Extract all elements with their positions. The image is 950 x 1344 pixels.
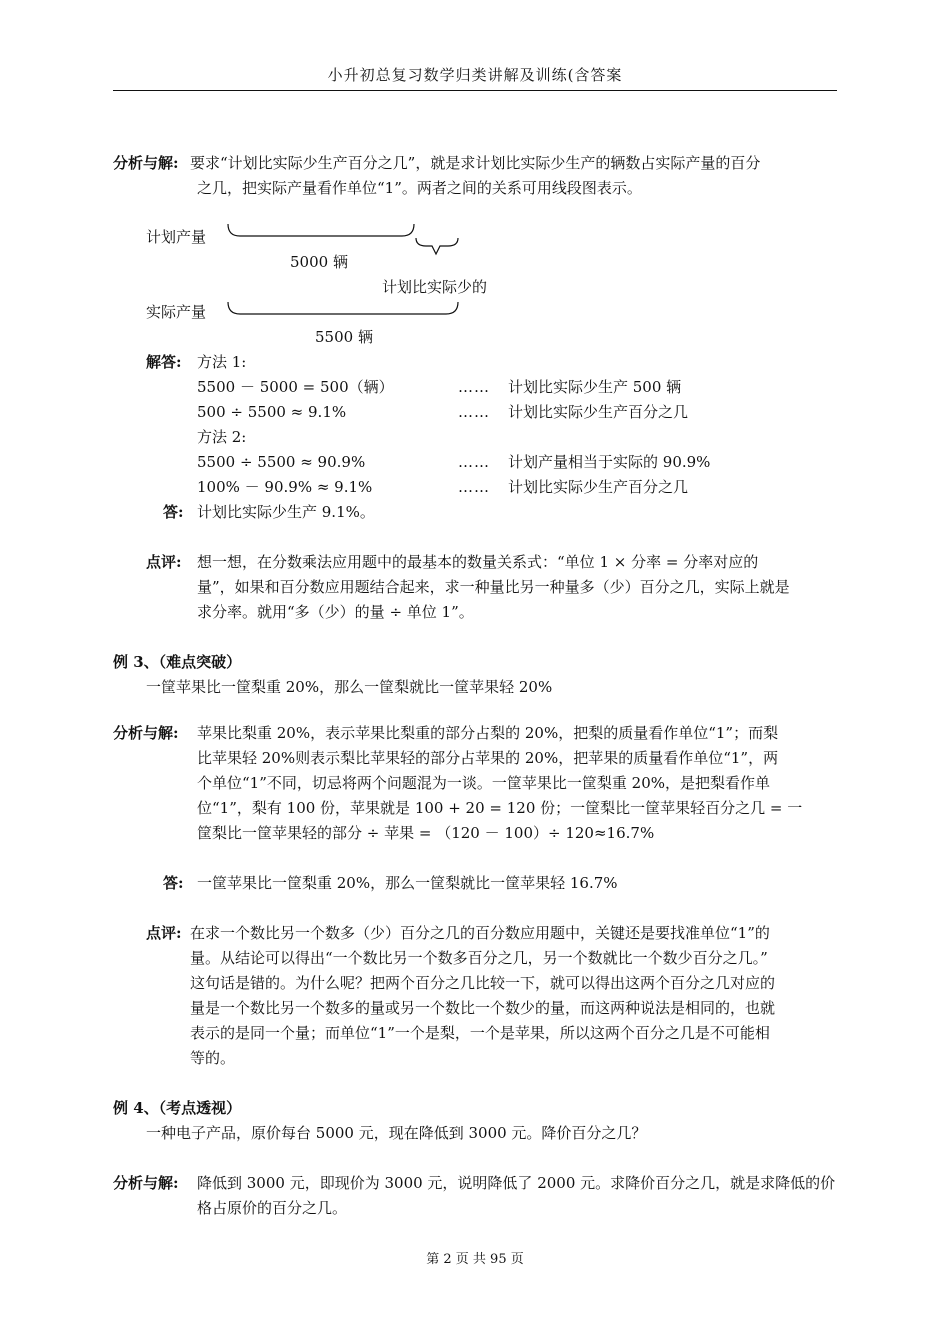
solution-expr: 500 ÷ 5500 ≈ 9.1% [197,403,347,421]
solution-note: 计划比实际少生产百分之几 [508,403,689,421]
analysis-text-line: 要求“计划比实际少生产百分之几”，就是求计划比实际少生产的辆数占实际产量的百分 [190,154,761,172]
answer-text: 计划比实际少生产 9.1%。 [197,503,375,521]
solution-expr: 5500 ÷ 5500 ≈ 90.9% [197,453,366,471]
actual-label: 实际产量 [146,303,207,321]
analysis-text-line: 位“1”，梨有 100 份，苹果就是 100 + 20 = 120 份；一筐梨比一筐苹果轻百分之几 = 一 [197,799,803,817]
example-4-question: 一种电子产品，原价每台 5000 元，现在降低到 3000 元。降价百分之几？ [146,1124,647,1142]
example-4-title: 例 4、（考点透视） [113,1099,242,1117]
comment-text-line: 量是一个数比另一个数多的量或另一个数比一个数少的量，而这两种说法是相同的，也就 [190,999,776,1017]
comment-text-line: 量。从结论可以得出“一个数比另一个数多百分之几，另一个数就比一个数少百分之几。” [190,949,768,967]
header-rule [113,90,837,91]
actual-brace [228,302,458,314]
difference-brace [416,238,458,254]
analysis-text-line: 比苹果轻 20%则表示梨比苹果轻的部分占苹果的 20%，把苹果的质量看作单位“1”，两 [197,749,779,767]
ellipsis: …… [458,378,490,396]
analysis-text-line: 筐梨比一筐苹果轻的部分 ÷ 苹果 = （120 － 100）÷ 120≈16.7% [197,824,655,842]
answer-label: 答: [163,503,184,521]
ellipsis: …… [458,478,490,496]
analysis-label: 分析与解: [113,1174,179,1192]
analysis-text-line: 格占原价的百分之几。 [197,1199,348,1217]
difference-label: 计划比实际少的 [382,278,488,296]
solution-note: 计划比实际少生产 500 辆 [508,378,682,396]
comment-text-line: 量”，如果和百分数应用题结合起来，求一种量比另一种量多（少）百分之几，实际上就是 [197,578,790,596]
solution-label: 解答: [146,353,182,371]
ellipsis: …… [458,403,490,421]
example-3-title: 例 3、（难点突破） [113,653,242,671]
comment-text-line: 求分率。就用“多（少）的量 ÷ 单位 1”。 [197,603,474,621]
solution-note: 计划比实际少生产百分之几 [508,478,689,496]
page-number: 第 2 页 共 95 页 [426,1252,524,1267]
comment-label: 点评: [146,924,182,942]
analysis-label: 分析与解: [113,724,179,742]
comment-text-line: 在求一个数比另一个数多（少）百分之几的百分数应用题中，关键还是要找准单位“1”的 [190,924,770,942]
analysis-text-line: 之几，把实际产量看作单位“1”。两者之间的关系可用线段图表示。 [197,179,642,197]
comment-label: 点评: [146,553,182,571]
answer-text: 一筐苹果比一筐梨重 20%，那么一筐梨就比一筐苹果轻 16.7% [197,874,618,892]
ellipsis: …… [458,453,490,471]
analysis-text-line: 个单位“1”不同，切忌将两个问题混为一谈。一筐苹果比一筐梨重 20%，是把梨看作单 [197,774,770,792]
analysis-label: 分析与解: [113,154,179,172]
solution-expr: 5500 － 5000 = 500（辆） [197,378,394,396]
comment-text-line: 这句话是错的。为什么呢？把两个百分之几比较一下，就可以得出这两个百分之几对应的 [190,974,776,992]
solution-note: 计划产量相当于实际的 90.9% [508,453,711,471]
example-3-question: 一筐苹果比一筐梨重 20%，那么一筐梨就比一筐苹果轻 20% [146,678,553,696]
comment-text-line: 想一想，在分数乘法应用题中的最基本的数量关系式：“单位 1 × 分率 = 分率对应的 [197,553,759,571]
answer-label: 答: [163,874,184,892]
plan-value: 5000 辆 [290,253,348,271]
actual-value: 5500 辆 [315,328,373,346]
comment-text-line: 表示的是同一个量；而单位“1”一个是梨，一个是苹果，所以这两个百分之几是不可能相 [190,1024,770,1042]
page-header-title: 小升初总复习数学归类讲解及训练(含答案 [327,66,623,84]
analysis-text-line: 苹果比梨重 20%，表示苹果比梨重的部分占梨的 20%，把梨的质量看作单位“1”；而梨 [197,724,779,742]
method-1-label: 方法 1: [197,353,247,371]
solution-expr: 100% － 90.9% ≈ 9.1% [197,478,373,496]
plan-brace [228,224,414,236]
comment-text-line: 等的。 [190,1049,236,1067]
analysis-text-line: 降低到 3000 元，即现价为 3000 元，说明降低了 2000 元。求降价百分之几，就是求降低的价 [197,1174,836,1192]
plan-label: 计划产量 [146,228,207,246]
method-2-label: 方法 2: [197,428,247,446]
